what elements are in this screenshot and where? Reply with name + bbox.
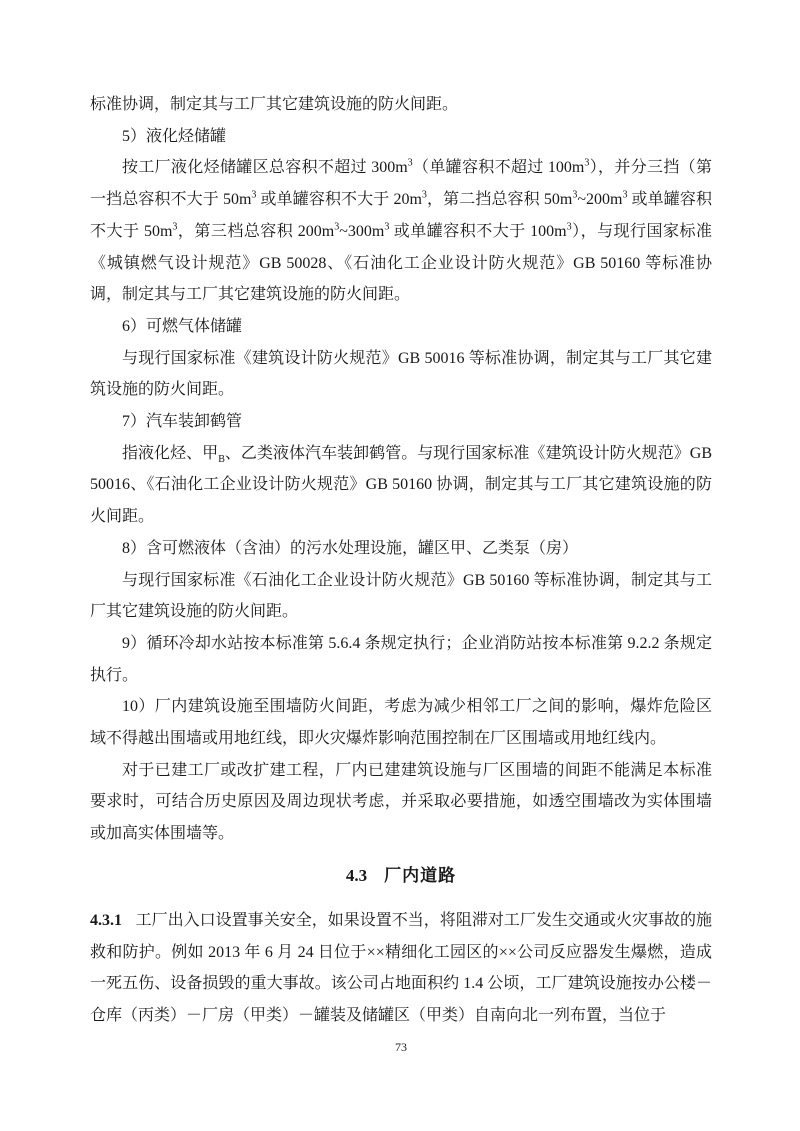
paragraph: 6）可燃气体储罐: [122, 317, 243, 335]
clause-number: 4.3.1: [90, 911, 122, 929]
section-heading: [90, 860, 712, 892]
paragraph: 标准协调，制定其与工厂其它建筑设施的防火间距。: [90, 96, 459, 113]
paragraph: 5）液化烃储罐: [122, 127, 227, 145]
paragraph: 对于已建工厂或改扩建工程，厂内已建建筑设施与厂区围墙的间距不能满足本标准要求时，可结合历史原因及周边现状考虑，并采取必要措施，如透空围墙改为实体围墙或加高实体围墙等。: [90, 761, 712, 843]
page-number: 73: [395, 1039, 407, 1054]
paragraph: 按工厂液化烃储罐区总容积不超过 $300m^3$（单罐容积不超过 $100m^3$），并分三挡（第一挡总容积不大于 $50m^3$ 或单罐容积不大于 $20m^3$，第二挡总容积 $50m^3\sim 200m^3$ 或单罐容积不大于 $50m^3$，第三档总容积 $200m^3\sim 300m^3$ 或单罐容积不大于 $100m^3$），与现行国家标准《城镇燃气设计规范》GB 50028、《石油化工企业设计防火规范》GB 50160 等标准协调，制定其与工厂其它建筑设施的防火间距。: [90, 158, 712, 304]
paragraph: 指液化烃、甲$_B$、乙类液体汽车装卸鹤管。与现行国家标准《建筑设计防火规范》GB 50016、《石油化工企业设计防火规范》GB 50160 协调，制定其与工厂其它建筑设施的防火间距。: [90, 444, 712, 526]
paragraph: 9）循环冷却水站按本标准第 5.6.4 条规定执行；企业消防站按本标准第 9.2.2 条规定执行。: [90, 634, 712, 684]
paragraph: 10）厂内建筑设施至围墙防火间距，考虑为减少相邻工厂之间的影响，爆炸危险区域不得越出围墙或用地红线，即火灾爆炸影响范围控制在厂区围墙或用地红线内。: [90, 698, 712, 748]
section-number: 4.3: [345, 865, 368, 885]
document-body: [90, 89, 712, 1032]
paragraph: 与现行国家标准《石油化工企业设计防火规范》GB 50160 等标准协调，制定其与工厂其它建筑设施的防火间距。: [90, 571, 712, 621]
section-title: 厂内道路: [384, 865, 457, 885]
paragraph: 与现行国家标准《建筑设计防火规范》GB 50016 等标准协调，制定其与工厂其它建筑设施的防火间距。: [90, 349, 712, 399]
clause-paragraph: 4.3.1 工厂出入口设置事关安全，如果设置不当，将阻滞对工厂发生交通或火灾事故的施救和防护。例如 2013 年 6 月 24 日位于××精细化工园区的××公司反应器发生爆燃，造成一死五伤、设备损毁的重大事故。该公司占地面积约 1.4 公顷，工厂建筑设施按办公楼－仓库（丙类）－厂房（甲类）－罐装及储罐区（甲类）自南向北一列布置，当位于: [90, 911, 712, 1024]
paragraph: 7）汽车装卸鹤管: [122, 413, 243, 431]
paragraph: 8）含可燃液体（含油）的污水处理设施，罐区甲、乙类泵（房）: [122, 539, 579, 557]
